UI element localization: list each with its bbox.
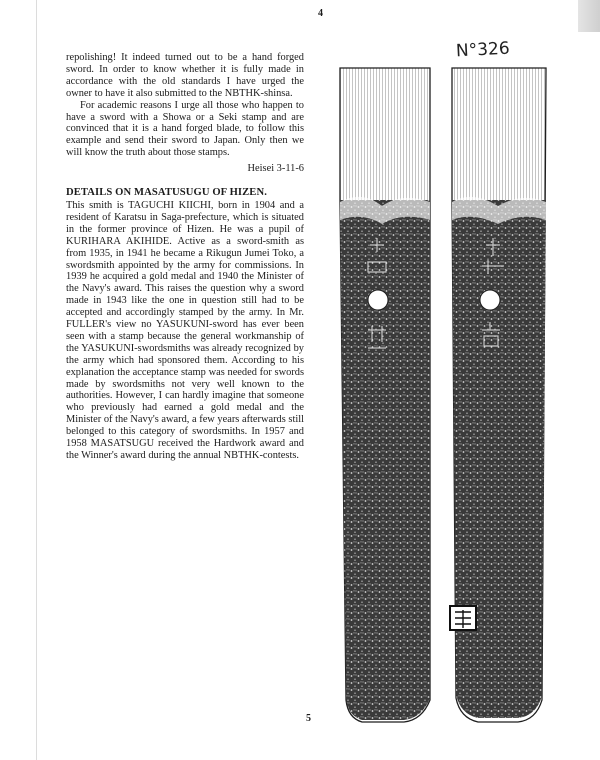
paragraph-1: repolishing! It indeed turned out to be a hand forged sword. In order to know whether it is fully made in accordance with the old standards I have urged the owner to have it also submitted to the NBTHK-shinsa. <box>66 52 304 99</box>
mekugi-ana-omote <box>368 290 388 310</box>
page-edge-shadow <box>578 0 600 32</box>
handwritten-number-label: N°326 <box>455 38 511 62</box>
sword-oshigata-rubbing <box>322 30 584 730</box>
tang-omote <box>340 68 430 722</box>
mekugi-ana-ura <box>480 290 500 310</box>
paragraph-2: For academic reasons I urge all those who happen to have a sword with a Showa or a Seki stamp and are convinced that it is a hand forged blade, to follow this example and send their sword to Japan. Only then we will know the truth about those stamps. <box>66 99 304 159</box>
article-date: Heisei 3-11-6 <box>247 163 304 175</box>
section-body: This smith is TAGUCHI KIICHI, born in 1904 and a resident of Karatsu in Saga-prefecture, which is situated in the former province of Hizen. He was a pupil of KURIHARA AKIHIDE. Active as a sword-smith as from 1935, in 1941 he became a Rikugun Jumei Toko, a swordsmith appointed by the army for commissions. In 1939 he acquired a gold medal and 1940 the Minister of the Navy's award. This raises the question why a sword made in 1943 like the one in question still had to be accepted and accordingly stamped by the army. In Mr. FULLER's view no YASUKUNI-sword has ever been seen with a stamp because the general workmanship of the YASUKUNI-swordsmiths was already recognized by the army which had sponsored them. According to his explanation the acceptance stamp was needed for swords made by swordsmiths not very well known to the authorities. However, I can hardly imagine that someone who previously had earned a gold medal and the Minister of the Navy's award, a few years afterwards still belonged to this category of swordsmiths. In 1957 and 1958 MASATSUGU received the Hardwork award and the Winner's award during the annual NBTHK-contests. <box>66 199 304 461</box>
page-number-top: 4 <box>318 8 323 19</box>
page-number-bottom: 5 <box>306 713 311 724</box>
binding-margin-line <box>36 0 37 760</box>
section-heading: DETAILS ON MASATUSUGU OF HIZEN. <box>66 187 267 199</box>
stamp-seal <box>450 606 476 630</box>
article-column <box>66 52 304 462</box>
